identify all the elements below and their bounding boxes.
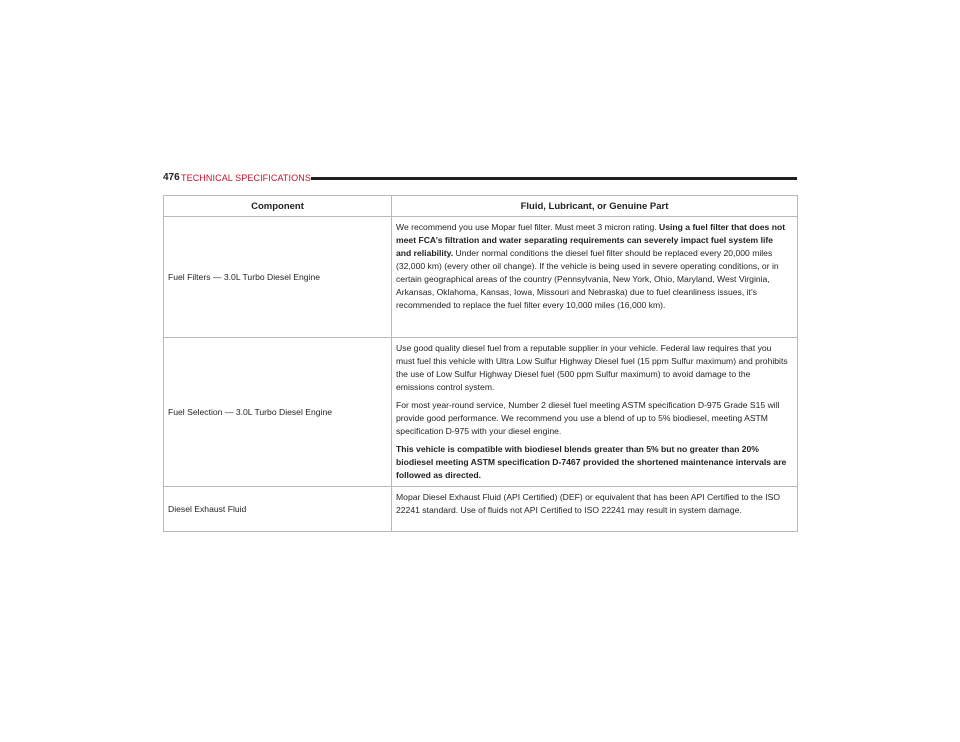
table-row: [164, 217, 798, 338]
page-header: [163, 171, 797, 185]
fluid-paragraph: Use good quality diesel fuel from a reputable supplier in your vehicle. Federal law requires that you must fuel this vehicle with Ultra Low Sulfur Highway Diesel fuel (15 ppm Sulfur maximum) and prohibits the use of Low Sulfur Highway Diesel fuel (500 ppm Sulfur maximum) to avoid damage to the emissions control system.: [396, 343, 788, 392]
fluid-warning-paragraph: This vehicle is compatible with biodiesel blends greater than 5% but no greater than 20% biodiesel meeting ASTM specification D-7467 provided the shortened maintenance intervals are followed as directed.: [396, 444, 787, 480]
fluid-text: Under normal conditions the diesel fuel filter should be replaced every 20,000 miles (32,000 km) (every other oil change). If the vehicle is being used in severe operating conditions, or in certain geographical areas of the country (Pennsylvania, New York, Ohio, Maryland, West Virginia, Arkansas, Oklahoma, Kansas, Iowa, Missouri and Nebraska) due to fuel cleanliness issues, it’s recommended to replace the fuel filter every 10,000 miles (16,000 km).: [396, 248, 779, 310]
fluid-cell: [392, 217, 798, 338]
fluid-paragraph: [396, 221, 789, 312]
fluid-warning-text: Using a fuel filter that does not meet FCA’s filtration and water separating requirements can severely impact fuel system life and reliability.: [396, 222, 786, 258]
component-cell: Diesel Exhaust Fluid: [164, 487, 392, 532]
fluids-table: [163, 195, 798, 532]
fluid-paragraph: For most year-round service, Number 2 diesel fuel meeting ASTM specification D-975 Grade S15 will provide good performance. We recommend you use a blend of up to 5% biodiesel, meeting ASTM specification D-975 with your diesel engine.: [396, 400, 780, 436]
component-cell: Fuel Selection — 3.0L Turbo Diesel Engine: [164, 338, 392, 487]
section-title: TECHNICAL SPECIFICATIONS: [181, 173, 311, 183]
page-number: 476: [163, 172, 180, 183]
table-row: [164, 487, 798, 532]
component-cell: Fuel Filters — 3.0L Turbo Diesel Engine: [164, 217, 392, 338]
header-rule: [311, 177, 797, 180]
column-header-fluid: Fluid, Lubricant, or Genuine Part: [392, 196, 798, 217]
table-row: [164, 338, 798, 487]
table-header-row: [164, 196, 798, 217]
column-header-component: Component: [164, 196, 392, 217]
fluid-text: We recommend you use Mopar fuel filter. Must meet 3 micron rating.: [396, 222, 660, 232]
fluid-cell: [392, 487, 798, 532]
fluid-paragraph: Mopar Diesel Exhaust Fluid (API Certified) (DEF) or equivalent that has been API Certified to the ISO 22241 standard. Use of fluids not API Certified to ISO 22241 may result in system damage.: [396, 492, 781, 515]
fluid-cell: [392, 338, 798, 487]
